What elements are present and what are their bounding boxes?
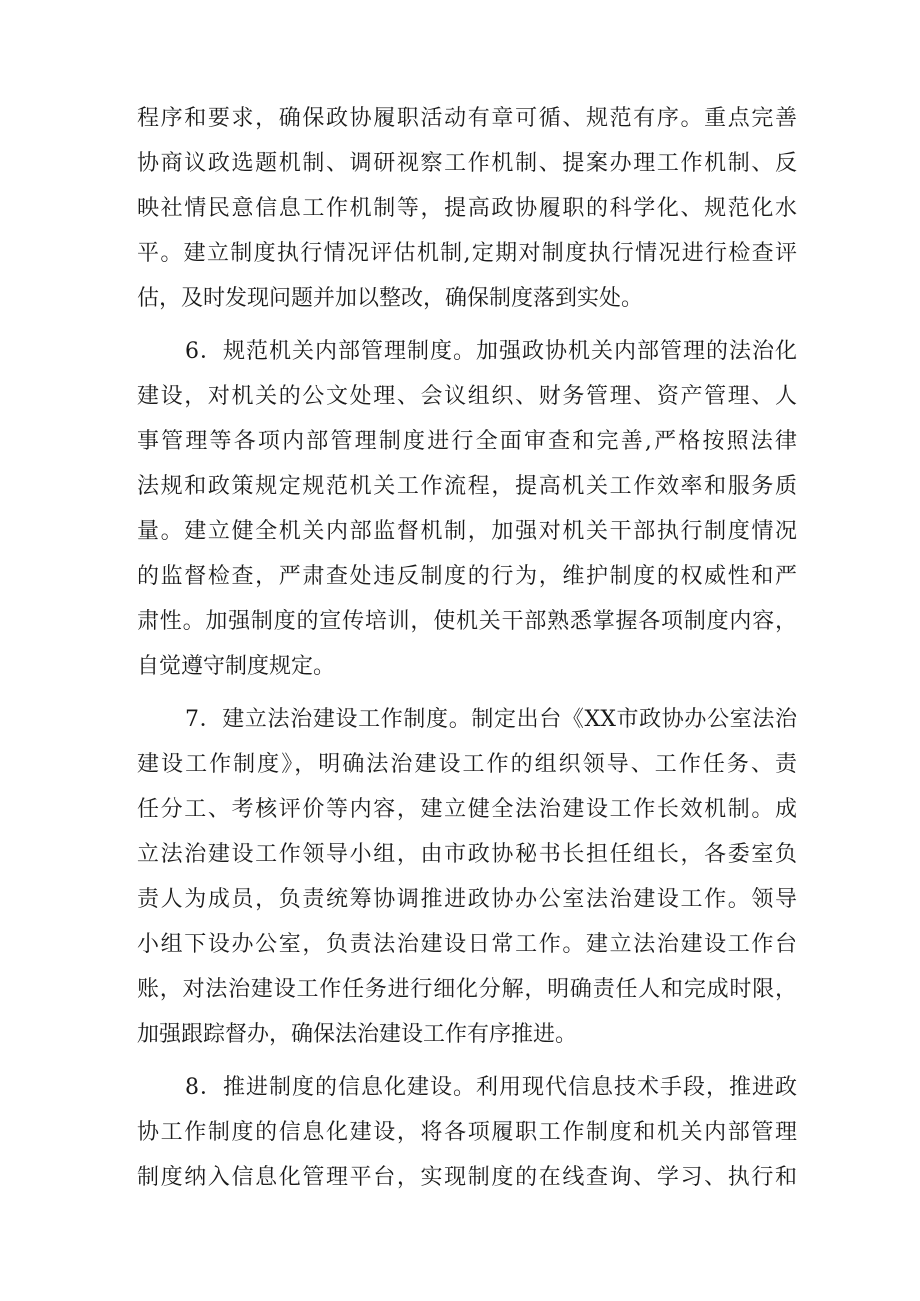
text-line: 肃性。加强制度的宣传培训，使机关干部熟悉掌握各项制度内容， [137, 609, 797, 634]
text-line: 建设工作制度》，明确法治建设工作的组织领导、工作任务、责 [137, 752, 797, 777]
text-line: 平。建立制度执行情况评估机制,定期对制度执行情况进行检查评 [137, 241, 797, 266]
paragraph [137, 96, 797, 321]
text-line: 任分工、考核评价等内容，建立健全法治建设工作长效机制。成 [137, 797, 797, 822]
paragraph [137, 697, 797, 1057]
text-line: 小组下设办公室，负责法治建设日常工作。建立法治建设工作台 [137, 932, 797, 957]
text-line: 建设，对机关的公文处理、会议组织、财务管理、资产管理、人 [137, 384, 797, 409]
text-line: 自觉遵守制度规定。 [137, 654, 336, 679]
text-line: 制度纳入信息化管理平台，实现制度的在线查询、学习、执行和 [137, 1165, 797, 1190]
text-line: 立法治建设工作领导小组，由市政协秘书长担任组长，各委室负 [137, 842, 797, 867]
text-line: 法规和政策规定规范机关工作流程，提高机关工作效率和服务质 [137, 474, 797, 499]
text-line: 的监督检查，严肃查处违反制度的行为，维护制度的权威性和严 [137, 564, 797, 589]
text-line: 8．推进制度的信息化建设。利用现代信息技术手段，推进政 [185, 1075, 797, 1100]
paragraph [137, 1065, 797, 1200]
text-line: 事管理等各项内部管理制度进行全面审查和完善,严格按照法律 [137, 429, 797, 454]
text-line: 责人为成员，负责统筹协调推进政协办公室法治建设工作。领导 [137, 887, 797, 912]
text-line: 协工作制度的信息化建设，将各项履职工作制度和机关内部管理 [137, 1120, 797, 1145]
text-line: 6．规范机关内部管理制度。加强政协机关内部管理的法治化 [185, 339, 797, 364]
text-line: 协商议政选题机制、调研视察工作机制、提案办理工作机制、反 [137, 151, 797, 176]
text-line: 程序和要求，确保政协履职活动有章可循、规范有序。重点完善 [137, 106, 797, 131]
text-line: 量。建立健全机关内部监督机制，加强对机关干部执行制度情况 [137, 519, 797, 544]
paragraph [137, 329, 797, 689]
text-line: 7．建立法治建设工作制度。制定出台《XX市政协办公室法治 [185, 707, 797, 732]
text-line: 映社情民意信息工作机制等，提高政协履职的科学化、规范化水 [137, 196, 797, 221]
document-body [137, 96, 797, 1200]
text-line: 估，及时发现问题并加以整改，确保制度落到实处。 [137, 286, 644, 311]
text-line: 账，对法治建设工作任务进行细化分解，明确责任人和完成时限， [137, 977, 797, 1002]
text-line: 加强跟踪督办，确保法治建设工作有序推进。 [137, 1022, 578, 1047]
